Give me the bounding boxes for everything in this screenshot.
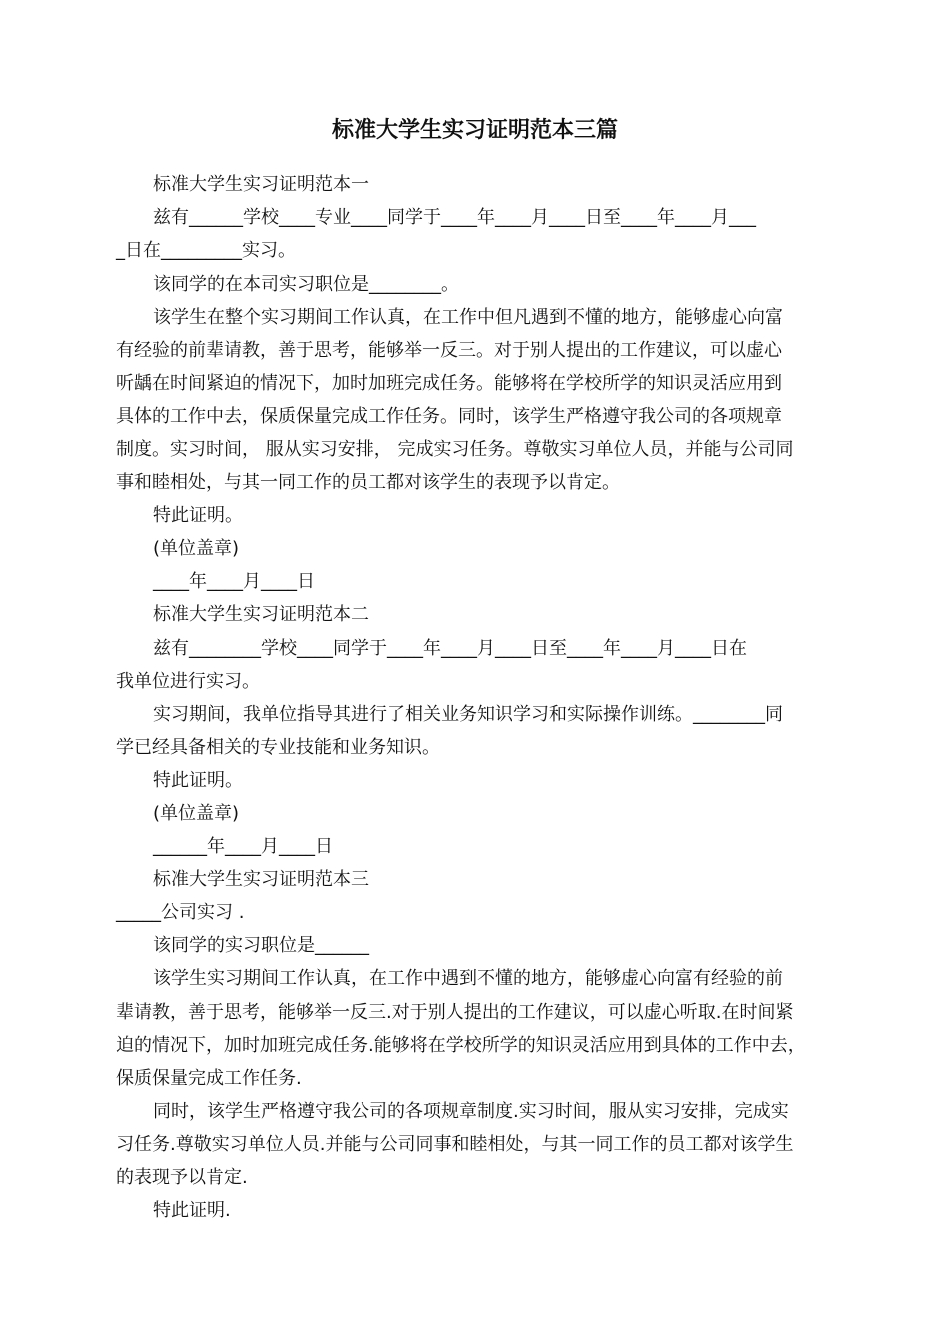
- paragraph-line: 事和睦相处，与其一同工作的员工都对该学生的表现予以肯定。: [116, 472, 620, 493]
- paragraph-line: 该同学的实习职位是______: [153, 935, 369, 956]
- paragraph-line: 该同学的在本司实习职位是________。: [153, 274, 459, 295]
- paragraph-line: 兹有________学校____同学于____年____月____日至____年____月____日在: [153, 638, 747, 659]
- paragraph-line: 辈请教，善于思考，能够举一反三.对于别人提出的工作建议，可以虚心听取.在时间紧: [116, 1002, 794, 1023]
- paragraph-line: _____公司实习 .: [116, 902, 245, 923]
- seal-line: (单位盖章): [153, 538, 240, 559]
- section-heading-1: 标准大学生实习证明范本一: [153, 174, 369, 195]
- paragraph-line: 同时，该学生严格遵守我公司的各项规章制度.实习时间，服从实习安排，完成实: [153, 1101, 789, 1122]
- certification-line: 特此证明.: [153, 1200, 231, 1221]
- paragraph-line: 该学生在整个实习期间工作认真，在工作中但凡遇到不懂的地方，能够虚心向富: [153, 307, 783, 328]
- seal-line: (单位盖章): [153, 803, 240, 824]
- paragraph-line: 兹有______学校____专业____同学于____年____月____日至____年____月___: [153, 207, 756, 228]
- paragraph-line: 学已经具备相关的专业技能和业务知识。: [116, 737, 440, 758]
- date-line: ____年____月____日: [153, 571, 315, 592]
- certification-line: 特此证明。: [153, 505, 243, 526]
- section-heading-2: 标准大学生实习证明范本二: [153, 604, 369, 625]
- paragraph-line: _日在_________实习。: [116, 240, 296, 261]
- paragraph-line: 我单位进行实习。: [116, 671, 260, 692]
- paragraph-line: 实习期间，我单位指导其进行了相关业务知识学习和实际操作训练。________同: [153, 704, 783, 725]
- paragraph-line: 具体的工作中去，保质保量完成工作任务。同时，该学生严格遵守我公司的各项规章: [116, 406, 782, 427]
- paragraph-line: 该学生实习期间工作认真，在工作中遇到不懂的地方，能够虚心向富有经验的前: [153, 968, 783, 989]
- section-heading-3: 标准大学生实习证明范本三: [153, 869, 369, 890]
- paragraph-line: 听龋在时间紧迫的情况下，加时加班完成任务。能够将在学校所学的知识灵活应用到: [116, 373, 782, 394]
- paragraph-line: 有经验的前辈请教，善于思考，能够举一反三。对于别人提出的工作建议，可以虚心: [116, 340, 782, 361]
- date-line: ______年____月____日: [153, 836, 333, 857]
- paragraph-line: 习任务.尊敬实习单位人员.并能与公司同事和睦相处，与其一同工作的员工都对该学生: [116, 1134, 794, 1155]
- paragraph-line: 的表现予以肯定.: [116, 1167, 248, 1188]
- paragraph-line: 迫的情况下，加时加班完成任务.能够将在学校所学的知识灵活应用到具体的工作中去，: [116, 1035, 806, 1056]
- certification-line: 特此证明。: [153, 770, 243, 791]
- paragraph-line: 制度。实习时间， 服从实习安排， 完成实习任务。尊敬实习单位人员，并能与公司同: [116, 439, 794, 460]
- document-title: 标准大学生实习证明范本三篇: [331, 118, 618, 143]
- paragraph-line: 保质保量完成工作任务.: [116, 1068, 302, 1089]
